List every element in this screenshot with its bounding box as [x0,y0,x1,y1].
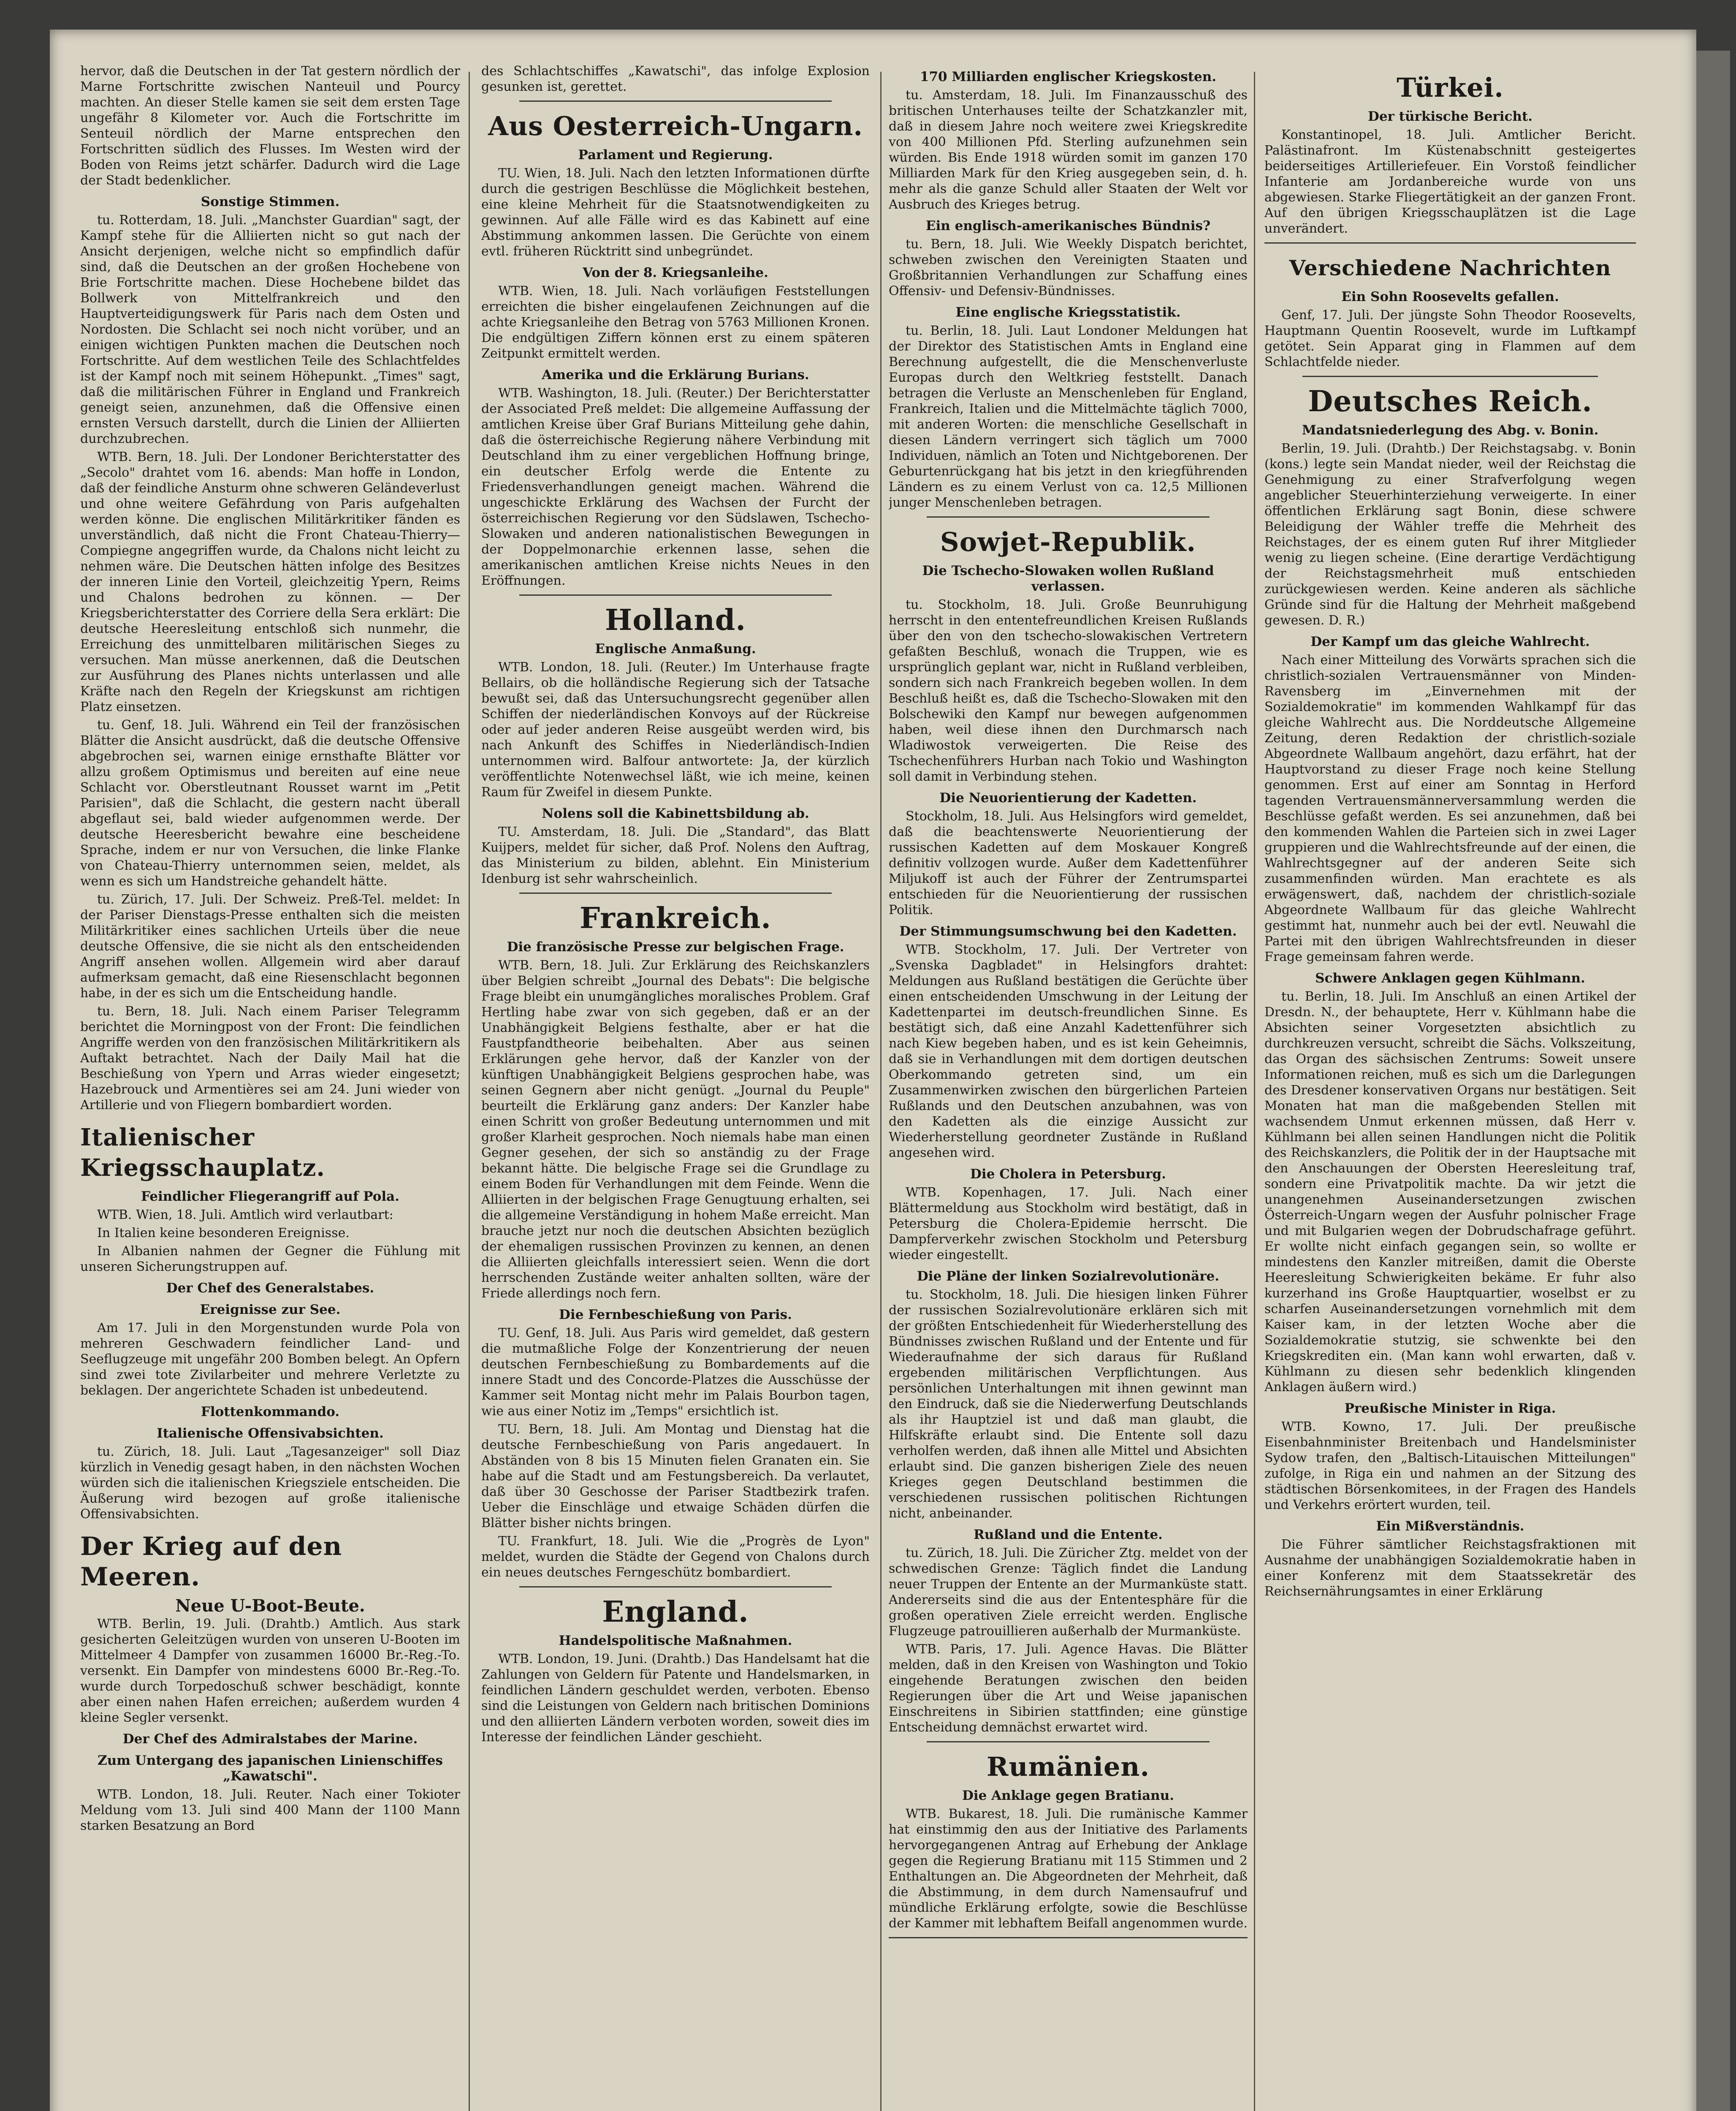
article-text: tu. Berlin, 18. Juli. Laut Londoner Meldungen hat der Direktor des Statistischen Amts in England eine Berechnung aufgestellt, die die Menschenverluste Europas durch den Weltkrieg feststellt. Danach betragen die Verluste an Menschenleben für England, Frankreich, Italien und die Mittelmächte täglich 7000, mit anderen Worten: die menschliche Gesellschaft in diesen Ländern verringert sich täglich um 7000 Individuen, nämlich an Toten und Nichtgeborenen. Der Geburtenrückgang hat bis jetzt in den kriegführenden Ländern es zu einem Verlust von ca. 12,5 Millionen junger Menschenleben betragen. [889,323,1248,510]
divider [519,893,832,894]
section-subheading: Zum Untergang des japanischen Linienschiffes „Kawatschi". [98,1753,443,1784]
column-rule [1254,72,1255,2111]
section-heading: Türkei. [1397,72,1504,103]
column-1 [80,63,460,2111]
signature: Der Chef des Generalstabes. [166,1281,374,1296]
article-text: Konstantinopel, 18. Juli. Amtlicher Bericht. Palästinafront. Im Küstenabschnitt gesteigertes beiderseitiges Artilleriefeuer. Ein Vorstoß feindlicher Infanterie am Jordanbereiche wurde von uns abgewiesen. Starke Fliegertätigkeit an der ganzen Front. Auf den übrigen Kriegsschauplätzen ist die Lage unverändert. [1264,128,1636,236]
column-4 [1264,63,1636,2111]
divider [889,1937,1248,1938]
column-rule [880,72,882,2111]
divider [1264,242,1636,244]
article-text: tu. Bern, 18. Juli. Nach einem Pariser Telegramm berichtet die Morningpost von der Front: Die feindlichen Angriffe werden von den französischen Militärkritikern als Auftakt betrachtet. Nach der Daily Mail hat die Beschießung von Ypern und Arras wieder eingesetzt; Hazebrouck und Armentières sei am 24. Juni wieder von Artillerie und von Fliegern bombardiert worden. [80,1004,460,1112]
divider [519,100,832,102]
section-subheading: Die französische Presse zur belgischen Frage. [507,939,844,955]
article-text: WTB. London, 19. Juni. (Drahtb.) Das Handelsamt hat die Zahlungen von Geldern für Patente und Handelsmarken, in feindlichen Ländern geschuldet werden, verboten. Ebenso sind die Leistungen von Geldern nach britischen Dominions und den alliierten Ländern verboten worden, soweit dies im Interesse der feindlichen Länder geschieht. [481,1652,870,1745]
section-subheading: Ereignisse zur See. [200,1302,341,1317]
section-heading: Der Krieg auf den Meeren. [80,1532,342,1592]
section-subheading: Eine englische Kriegsstatistik. [955,305,1181,320]
column-3 [889,63,1248,2111]
article-text: hervor, daß die Deutschen in der Tat gestern nördlich der Marne Fortschritte zwischen Nanteuil und Pourcy machten. An dieser Stelle kamen sie seit dem ersten Tage ungefähr 8 Kilometer vor. Auch die Fortschritte im Senteuil nördlich der Marne entsprechen den Fortschritten südlich des Flusses. Im Westen wird der Boden von Reims jetzt schärfer. Dadurch wird die Lage der Stadt bedenklicher. [80,64,460,188]
article-text: Genf, 17. Juli. Der jüngste Sohn Theodor Roosevelts, Hauptmann Quentin Roosevelt, wurde im Luftkampf getötet. Sein Apparat ging in Flammen auf dem Schlachtfelde nieder. [1264,308,1636,369]
signature: Flottenkommando. [201,1404,340,1419]
section-subheading: Preußische Minister in Riga. [1344,1401,1556,1416]
article-text: WTB. Kopenhagen, 17. Juli. Nach einer Blättermeldung aus Stockholm wird bestätigt, daß in Petersburg die Cholera-Epidemie herrscht. Die Dampferverkehr zwischen Stockholm und Petersburg wieder eingestellt. [889,1185,1248,1262]
article-text: tu. Stockholm, 18. Juli. Die hiesigen linken Führer der russischen Sozialrevolutionäre erklären sich mit der größten Entschiedenheit für Wiederherstellung des Bündnisses zwischen Rußland und der Entente und für Wiederaufnahme der sich daraus für Rußland ergebenden militärischen Verpflichtungen. Aus persönlichen Unterhaltungen mit ihnen gewinnt man den Eindruck, daß sie die Niederwerfung Deutschlands als ihr Hauptziel ist und daß man glaubt, die Hilfskräfte erlaubt sind. Die Entente soll dazu verholfen werden, daß ihnen alle Mittel und Absichten erlaubt sind. Die ganzen bisherigen Ziele des neuen Krieges gegen Deutschland bestimmen die verschiedenen russischen politischen Richtungen nicht, anbeinander. [889,1287,1248,1521]
article-text: WTB. Bukarest, 18. Juli. Die rumänische Kammer hat einstimmig den aus der Initiative des Parlaments hervorgegangenen Antrag auf Erhebung der Anklage gegen die Regierung Bratianu mit 115 Stimmen und 2 Enthaltungen an. Die Abgeordneten der Mehrheit, daß die Abstimmung, in dem durch Namensaufruf und mündliche Erklärung erfolgte, sowie die Beschlüsse der Kammer mit lebhaftem Beifall angenommen wurde. [889,1807,1248,1931]
article-text: TU. Wien, 18. Juli. Nach den letzten Informationen dürfte durch die gestrigen Beschlüsse die Möglichkeit bestehen, eine kleine Mehrheit für die Staatsnotwendigkeiten zu gewinnen. Auf alle Fälle wird es das Kabinett auf eine Abstimmung ankommen lassen. Die Gerüchte von einem evtl. früheren Rücktritt sind unbegründet. [481,166,870,259]
article-text: Stockholm, 18. Juli. Aus Helsingfors wird gemeldet, daß die beachtenswerte Neuorientierung der russischen Kadetten auf dem Moskauer Kongreß definitiv vollzogen wurde. Außer dem Kadettenführer Miljukoff ist auch der Führer der Zentrumspartei entschieden für die Neuorientierung der russischen Politik. [889,809,1248,917]
divider [519,594,832,596]
article-text: tu. Zürich, 18. Juli. Laut „Tagesanzeiger" soll Diaz kürzlich in Venedig gesagt haben, in den nächsten Wochen würden sich die italienischen Kriegsziele entscheiden. Die Äußerung wird bezogen auf große italienische Offensivabsichten. [80,1444,460,1522]
article-text: WTB. London, 18. Juli. Reuter. Nach einer Tokioter Meldung vom 13. Juli sind 400 Mann der 1100 Mann starken Besatzung an Bord [80,1787,460,1833]
article-text: WTB. Berlin, 19. Juli. (Drahtb.) Amtlich. Aus stark gesicherten Geleitzügen wurden von unseren U-Booten im Mittelmeer 4 Dampfer von zusammen 16000 Br.-Reg.-To. versenkt. Ein Dampfer von mindestens 6000 Br.-Reg.-To. wurde durch Torpedoschuß schwer beschädigt, konnte aber einen nahen Hafen erreichen; außerdem wurden 4 kleine Segler versenkt. [80,1617,460,1725]
article-text: In Italien keine besonderen Ereignisse. [97,1226,350,1240]
section-subheading: Nolens soll die Kabinettsbildung ab. [542,806,809,821]
article-text: Nach einer Mitteilung des Vorwärts sprachen sich die christlich-sozialen Vertrauensmänner von Minden-Ravensberg im „Einvernehmen mit der Sozialdemokratie" im kommenden Wahlkampf für das gleiche Wahlrecht aus. Die Norddeutsche Allgemeine Zeitung, deren Redaktion der christlich-soziale Abgeordnete Wallbaum angehört, dazu erfährt, hat der Hauptvorstand zu dieser Frage noch keine Stellung genommen. Erst auf einer am Sonntag in Herford tagenden Vertrauensmännerversammlung werden die Beschlüsse gefaßt werden. Es sei anzunehmen, daß bei den kommenden Wahlen die Parteien sich in zwei Lager gruppieren und die Wahlrechtsfreunde auf der einen, die Wahlrechtsgegner auf der anderen Seite sich zusammenfinden würden. Man erachtete es als erwägenswert, daß, nachdem der christlich-soziale Abgeordnete Wallbaum für das gleiche Wahlrecht gestimmt hat, nunmehr auch bei der evtl. Neuwahl die Partei mit den übrigen Wahlrechtsfreunden in dieser Frage gemeinsam fahren werde. [1264,653,1636,964]
signature: Der Chef des Admiralstabes der Marine. [122,1731,418,1747]
divider [927,1741,1210,1742]
section-subheading: Ein Mißverständnis. [1376,1519,1524,1534]
section-subheading: Parlament und Regierung. [578,147,773,163]
article-text: tu. Rotterdam, 18. Juli. „Manchster Guardian" sagt, der Kampf stehe für die Alliierten nicht so gut nach der Ansicht derjenigen, welche nicht so empfindlich dafür sind, daß die Deutschen an der großen Hochebene von Brie Fortschritte machen. Diese Hochebene bildet das Bollwerk von Mittelfrankreich und den Hauptverteidigungswerk für Paris nach dem Osten und Nordosten. Die Schlacht sei noch nicht vorüber, und an einigen wichtigen Punkten machen die Deutschen noch Fortschritte. Auf dem westlichen Teile des Schlachtfeldes ist der Kampf noch mit seinem Höhepunkt. „Times" sagt, daß die militärischen Führer in England und Frankreich geneigt seien, anzunehmen, daß die Offensive einen ernsten Versuch darstellt, durch die Linien der Alliierten durchzubrechen. [80,213,460,446]
article-text: Die Führer sämtlicher Reichstagsfraktionen mit Ausnahme der unabhängigen Sozialdemokratie haben in einer Konferenz mit dem Staatssekretär des Reichsernährungsamtes in einer Erklärung [1264,1537,1636,1599]
article-text: Berlin, 19. Juli. (Drahtb.) Der Reichstagsabg. v. Bonin (kons.) legte sein Mandat nieder, weil der Reichstag die Genehmigung zu einer Strafverfolgung wegen angeblicher Steuerhinterziehung verweigerte. In einer öffentlichen Erklärung sagt Bonin, diese schwere Beleidigung der Wähler treffe die Mehrheit des Reichstages, der es einem guten Ruf ihrer Mitglieder wenig zu liegen scheine. (Eine derartige Verdächtigung der Reichstagsmehrheit muß entschieden zurückgewiesen werden. Keine anderen als sächliche Gründe sind für die Haltung der Mehrheit maßgebend gewesen. D. R.) [1264,441,1636,628]
article-text: tu. Stockholm, 18. Juli. Große Beunruhigung herrscht in den ententefreundlichen Kreisen Rußlands über den von den tschecho-slowakischen Vertretern gefaßten Beschluß, wonach die Truppen, wie es ursprünglich geplant war, nicht in Rußland verbleiben, sondern sich nach Frankreich begeben wollen. In dem Beschluß heißt es, daß die Tschecho-Slowaken mit den Bolschewiki den Kampf nur bewegen aufgenommen haben, weil diese ihnen den Durchmarsch nach Wladiwostok verweigerten. Die Reise des Tschechenführers Hurban nach Tokio und Washington soll damit in Verbindung stehen. [889,597,1248,784]
article-text: In Albanien nahmen der Gegner die Fühlung mit unseren Sicherungstruppen auf. [80,1244,460,1274]
section-subheading: Schwere Anklagen gegen Kühlmann. [1315,971,1585,986]
article-text: tu. Zürich, 17. Juli. Der Schweiz. Preß-Tel. meldet: In der Pariser Dienstags-Presse enthalten sich die meisten Militärkritiker eines sachlichen Urteils über die neue deutsche Offensive, die sie nicht als den entscheidenden Angriff ansehen wollen. Allgemein wird aber darauf aufmerksam gemacht, daß eine Riesenschlacht begonnen habe, in der es sich um die Entscheidung handle. [80,892,460,1001]
section-heading: England. [602,1595,749,1629]
section-heading: Deutsches Reich. [1308,385,1592,418]
article-text: TU. Genf, 18. Juli. Aus Paris wird gemeldet, daß gestern die mutmaßliche Folge der Konzentrierung der neuen deutschen Fernbeschießung zu Bombardements auf die innere Stadt und des Concorde-Platzes die Ausschüsse der Kammer seit Montag nicht mehr im Palais Bourbon tagen, wie aus einer Notiz im „Temps" ersichtlich ist. [481,1326,870,1419]
article-text: tu. Zürich, 18. Juli. Die Züricher Ztg. meldet von der schwedischen Grenze: Täglich findet die Landung neuer Truppen der Entente an der Murmanküste statt. Andererseits sind die aus der Ententesphäre für die großen operativen Ziele erreicht werden. Englische Flugzeuge patrouillieren außerhalb der Murmanküste. [889,1546,1248,1639]
section-heading: Sowjet-Republik. [940,526,1196,557]
section-subheading: Die Fernbeschießung von Paris. [559,1307,792,1322]
article-text: WTB. Kowno, 17. Juli. Der preußische Eisenbahnminister Breitenbach und Handelsminister Sydow trafen, den „Baltisch-Litauischen Mitteilungen" zufolge, in Riga ein und nahmen an der Sitzung des städtischen Börsenkomitees, in der Fragen des Handels und Verkehrs erörtert wurden, teil. [1264,1419,1636,1512]
column-rule [469,72,470,2111]
section-heading: Aus Oesterreich-Ungarn. [488,111,863,141]
article-text: tu. Bern, 18. Juli. Wie Weekly Dispatch berichtet, schweben zwischen den Vereinigten Staaten und Großbritannien Verhandlungen zur Schaffung eines Offensiv- und Defensiv-Bündnisses. [889,237,1248,298]
section-subheading: Mandatsniederlegung des Abg. v. Bonin. [1302,423,1599,438]
section-heading: Italienischer Kriegsschauplatz. [80,1123,325,1182]
article-text: WTB. Bern, 18. Juli. Der Londoner Berichterstatter des „Secolo" drahtet vom 16. abends: Man hoffe in London, daß der feindliche Ansturm ohne schweren Geländeverlust und ohne weitere Gefährdung von Paris aufgehalten werden könne. Die englischen Militärkritiker fänden es unverständlich, daß nicht die Front Chateau-Thierry—Compiegne angegriffen wurde, da Chalons nicht leicht zu nehmen wäre. Die Deutschen hätten infolge des Besitzes der inneren Linie den Vorteil, gleichzeitig Ypern, Reims und Chalons bedrohen zu können. — Der Kriegsberichterstatter des Corriere della Sera erklärt: Die deutsche Heeresleitung entschloß sich nunmehr, die Erreichung des unmittelbaren militärischen Sieges zu versuchen. Man müsse anerkennen, daß die Deutschen zur Ausführung des Planes nichts unterlassen und alle Kräfte nach den Regeln der Kriegskunst am richtigen Platz einsetzen. [80,450,460,714]
section-subheading: Die Anklage gegen Bratianu. [962,1788,1175,1803]
article-text: WTB. Stockholm, 17. Juli. Der Vertreter von „Svenska Dagbladet" in Helsingfors drahtet: Meldungen aus Rußland bestätigen die Gerüchte über einen entscheidenden Umschwung in der Leitung der Kadettenpartei im deutsch-freundlichen Sinne. Es bestätigt sich, daß eine Anzahl Kadettenführer sich nach Kiew begeben haben, und es ist kein Geheimnis, daß sie in Verhandlungen mit dem dortigen deutschen Oberkommando getreten sind, um ein Zusammenwirken zwischen den bürgerlichen Parteien Rußlands und den Deutschen anzubahnen, was von den Kadetten als die einzige Aussicht zur Wiederherstellung geordneter Zustände in Rußland angesehen wird. [889,942,1248,1160]
section-subheading: Italienische Offensivabsichten. [157,1426,384,1441]
article-text: TU. Amsterdam, 18. Juli. Die „Standard", das Blatt Kuijpers, meldet für sicher, daß Prof. Nolens den Auftrag, das Ministerium zu bilden, ablehnt. Ein Ministerium Idenburg ist sehr wahrscheinlich. [481,825,870,886]
article-text: tu. Berlin, 18. Juli. Im Anschluß an einen Artikel der Dresdn. N., der behauptete, Herr v. Kühlmann habe die Absichten seiner Vorgesetzten absichtlich zu durchkreuzen versucht, schreibt die Sächs. Volkszeitung, das Organ des sächsischen Zentrums: Soweit unsere Informationen reichen, muß es sich um die Darlegungen des Dresdener konservativen Organs nur bestätigen. Seit Monaten hat man die maßgebenden Stellen mit wachsendem Unmut erkennen müssen, daß Herr v. Kühlmann bei allen seinen Handlungen nicht die Politik des Reichskanzlers, die Politik der in der Hauptsache mit den Anschauungen der Obersten Heeresleitung traf, sondern eine Privatpolitik machte. Da wir jetzt die unangenehmen Auseinandersetzungen zwischen Österreich-Ungarn wegen der Ausfuhr polnischer Frage und mit Bulgarien wegen der Dobrudschafrage geführt. Er wollte nicht einfach gegangen sein, so wollte er mindestens den Kanzler mitreißen, damit die Oberste Heeresleitung Schwierigkeiten bekäme. Er fuhr also kurzerhand ins Große Hauptquartier, woselbst er zu scharfen Auseinandersetzungen vornehmlich mit dem Kaiser kam, in der letzten Woche aber die Sozialdemokratie stutzig, sie schwenkte bei den Kriegskrediten ein. (Man kann wohl erwarten, daß v. Kühlmann zu diesen sehr bedenklich klingenden Anklagen äußern wird.) [1264,989,1636,1395]
divider [1302,376,1598,377]
article-text: WTB. Bern, 18. Juli. Zur Erklärung des Reichskanzlers über Belgien schreibt „Journal des Debats": Die belgische Frage bleibt ein unumgängliches moralisches Problem. Graf Hertling habe zwar von sich gegeben, daß er an der Unabhängigkeit Belgiens festhalte, aber er hat die Faustpfandtheorie beibehalten. Aber aus seinen Erklärungen gehe hervor, daß der Kanzler von der künftigen Unabhängigkeit Belgiens gesprochen habe, was seinen Gegnern aber nicht genügt. „Journal du Peuple" beurteilt die Erklärung ganz anders: Der Kanzler habe einen Schritt von großer Bedeutung unternommen und mit großer Klarheit gesprochen. Noch niemals habe man einen Gegner gesehen, der sich so anständig zu der Frage bekannt hätte. Die belgische Frage sei die Grundlage zu einem Boden für Verhandlungen mit dem Feinde. Wenn die Alliierten in der belgischen Frage Genugtuung erhalten, sei die allgemeine Verständigung in hohem Maße erreicht. Man brauche jetzt nur noch die deutschen Absichten bezüglich der ehemaligen russischen Provinzen zu kennen, an denen die Alliierten gleichfalls interessiert seien. Wenn die dort herrschenden Zustände weiter anhalten sollten, wäre der Friede allerdings noch fern. [481,958,870,1301]
section-subheading: Rußland und die Entente. [974,1527,1163,1542]
section-subheading: Handelspolitische Maßnahmen. [559,1633,792,1648]
section-subheading: Amerika und die Erklärung Burians. [542,367,809,383]
section-subheading: Die Tschecho-Slowaken wollen Rußland verlassen. [922,563,1214,594]
article-text: WTB. Wien, 18. Juli. Amtlich wird verlautbart: [97,1207,393,1222]
section-subheading: Englische Anmaßung. [595,641,756,657]
article-text: TU. Bern, 18. Juli. Am Montag und Dienstag hat die deutsche Fernbeschießung von Paris angedauert. In Abständen von 8 bis 15 Minuten fielen Granaten ein. Sie habe auf die Stadt und am Festungsbereich. Da verlautet, daß über 30 Geschosse der Pariser Stadtbezirk trafen. Ueber die Einschläge und etwaige Schäden dürfen die Blätter bisher nichts bringen. [481,1422,870,1530]
section-subheading: Feindlicher Fliegerangriff auf Pola. [141,1189,400,1204]
section-subheading: Ein Sohn Roosevelts gefallen. [1341,289,1559,304]
section-subheading: Die Neuorientierung der Kadetten. [939,790,1197,806]
article-text: des Schlachtschiffes „Kawatschi", das infolge Explosion gesunken ist, gerettet. [481,64,870,94]
section-subheading: Die Pläne der linken Sozialrevolutionäre. [917,1269,1220,1284]
section-subheading: 170 Milliarden englischer Kriegskosten. [920,69,1217,84]
article-text: TU. Frankfurt, 18. Juli. Wie die „Progrès de Lyon" meldet, wurden die Städte der Gegend von Chalons durch ein neues deutsches Ferngeschütz bombardiert. [481,1534,870,1580]
section-heading: Rumänien. [986,1751,1150,1782]
section-subheading: Die Cholera in Petersburg. [970,1167,1166,1182]
article-text: WTB. Paris, 17. Juli. Agence Havas. Die Blätter melden, daß in den Kreisen von Washington und Tokio eingehende Beratungen zwischen den beiden Regierungen über die Art und Weise japanischen Einschreitens in Sibirien stattfinden; eine günstige Entscheidung demnächst erwartet wird. [889,1642,1248,1735]
article-text: Am 17. Juli in den Morgenstunden wurde Pola von mehreren Geschwadern feindlicher Land- und Seeflugzeuge mit ungefähr 200 Bomben belegt. An Opfern sind zwei tote Zivilarbeiter und mehrere Verletzte zu beklagen. Der angerichtete Schaden ist unbedeutend. [80,1321,460,1398]
section-subheading: Ein englisch-amerikanisches Bündnis? [925,218,1211,233]
section-subheading: Sonstige Stimmen. [201,194,340,209]
section-heading: Verschiedene Nachrichten [1289,255,1611,280]
section-subheading: Von der 8. Kriegsanleihe. [583,265,768,280]
section-subheading: Der Kampf um das gleiche Wahlrecht. [1310,634,1590,649]
article-text: tu. Amsterdam, 18. Juli. Im Finanzausschuß des britischen Unterhauses teilte der Schatzkanzler mit, daß in diesem Jahre noch weitere zwei Kriegskredite von 400 Millionen Pfd. Sterling aufzunehmen sein würden. Bis Ende 1918 würden somit im ganzen 170 Milliarden Mark für den Krieg ausgegeben sein, d. h. mehr als die ganze Schuld aller Staaten der Welt vor Ausbruch des Krieges betrug. [889,88,1248,212]
section-heading: Holland. [605,603,746,637]
divider [927,516,1210,518]
section-subheading: Der Stimmungsumschwung bei den Kadetten. [899,924,1237,939]
column-2 [481,63,870,2111]
article-text: WTB. Washington, 18. Juli. (Reuter.) Der Berichterstatter der Associated Preß meldet: Die allgemeine Auffassung der amtlichen Kreise über Graf Burians Mitteilung gehe dahin, daß die österreichische Regierung nähere Verbindung mit Deutschland ihm zu einer vergeblichen Hoffnung bringe, ein deutscher Erfolg werde die Entente zu Friedensverhandlungen geneigt machen. Während die ungeschickte Erklärung des Wachsen der Furcht der österreichischen Regierung vor den Südslawen, Tschecho-Slowaken und anderen nationalistischen Bewegungen in der Doppelmonarchie erkennen lasse, sehen die amerikanischen amtlichen Kreise nichts Neues in den Eröffnungen. [481,386,870,588]
section-subheading: Der türkische Bericht. [1367,109,1533,124]
article-text: WTB. Wien, 18. Juli. Nach vorläufigen Feststellungen erreichten die bisher eingelaufenen Zeichnungen auf die achte Kriegsanleihe den Betrag von 5763 Millionen Kronen. Die endgültigen Ziffern können erst zu einem späteren Zeitpunkt ermittelt werden. [481,284,870,361]
article-text: WTB. London, 18. Juli. (Reuter.) Im Unterhause fragte Bellairs, ob die holländische Regierung sich der Tatsache bewußt sei, daß das Untersuchungsrecht gegenüber allen Schiffen der niederländischen Konvoys auf der Rückreise oder auf jeder anderen Reise ausgeübt werden wird, bis nach Ankunft des Schiffes in Niederländisch-Indien unternommen wird. Balfour antwortete: Ja, der kürzlich veröffentlichte Notenwechsel läßt, wie ich meine, keinen Raum für Zweifel in diesem Punkte. [481,660,870,800]
page-edge-shadow [1696,51,1730,2111]
article-text: tu. Genf, 18. Juli. Während ein Teil der französischen Blätter die Ansicht ausdrückt, daß die deutsche Offensive abgebrochen sei, warnen einige ernsthafte Blätter vor allzu großem Optimismus und bereiten auf eine neue Schlacht vor. Oberstleutnant Rousset warnt im „Petit Parisien", daß die Schlacht, die gestern nacht überall abgeflaut sei, bald wieder aufgenommen werde. Der deutsche Heeresbericht bewahre eine bescheidene Sprache, indem er nur von Versuchen, die linke Flanke von Chateau-Thierry unternommen seien, meldet, als wenn es sich um Handstreiche gehandelt hätte. [80,718,460,889]
divider [519,1586,832,1587]
section-heading: Frankreich. [580,901,771,935]
section-subheading: Neue U-Boot-Beute. [175,1596,365,1616]
